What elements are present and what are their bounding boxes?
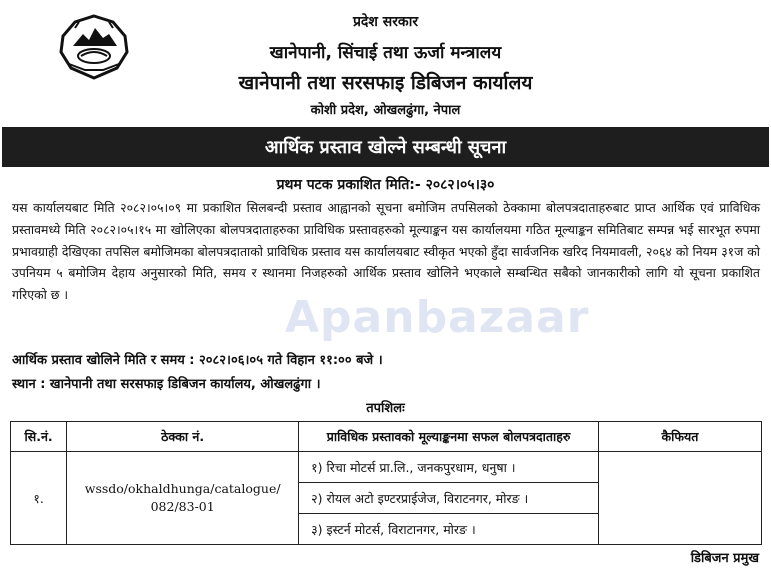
col-bidders: प्राविधिक प्रस्तावको मूल्याङ्कनमा सफल बोलपत्रदाताहरु: [299, 422, 599, 452]
table-row: [11, 452, 762, 545]
bidder-item: १) रिचा मोटर्स प्रा.लि., जनकपुरधाम, धनुषा ।: [299, 452, 598, 483]
bidders-table: [10, 421, 762, 545]
notice-body: यस कार्यालयबाट मिति २०८२।०५।०९ मा प्रकाशित सिलबन्दी प्रस्ताव आह्वानको सूचना बमोजिम तपसिलको ठेक्कामा बोलपत्रदाताहरुबाट प्राप्त आर्थिक एवं प्राविधिक प्रस्तावमध्ये मिति २०८२।०५।१५ मा खोलिएका बोलपत्रदाताहरुका प्राविधिक प्रस्तावहरुको मूल्याङ्कन यस कार्यालयमा गठित मूल्याङ्कन समितिबाट सम्पन्न भई सारभूत रुपमा प्रभावग्राही देखिएका तपसिल बमोजिमका बोलपत्रदाताको प्राविधिक प्रस्ताव यस कार्यालयबाट स्वीकृत भएको हुँदा सार्वजनिक खरिद नियमावली, २०६४ को नियम ३१ज को उपनियम ५ बमोजिम देहाय अनुसारको मिति, समय र स्थानमा निजहरुको आर्थिक प्रस्ताव खोलिने भएकाले सम्बन्धित सबैको जानकारीको लागि यो सूचना प्रकाशित गरिएको छ ।: [12, 200, 760, 303]
bidder-item: २) रोयल अटो इण्टरप्राईजेज, विराटनगर, मोरङ ।: [299, 483, 598, 514]
office-title: खानेपानी तथा सरसफाइ डिबिजन कार्यालय: [238, 72, 533, 94]
signature: डिबिजन प्रमुख: [690, 551, 759, 566]
table-header-row: [11, 422, 762, 452]
notice-title: आर्थिक प्रस्ताव खोल्ने सम्बन्धी सूचना: [264, 137, 507, 158]
watermark: Apanbazaar: [285, 292, 590, 343]
col-contract: ठेक्का नं.: [67, 422, 299, 452]
office-address: कोशी प्रदेश, ओखलढुंगा, नेपाल: [310, 103, 461, 118]
remarks-cell: [598, 452, 761, 545]
serial-cell: १.: [11, 452, 67, 545]
notice-banner: [2, 127, 769, 167]
bidder-item: ३) इस्टर्न मोटर्स, विराटानगर, मोरङ ।: [311, 521, 476, 537]
opening-time: आर्थिक प्रस्ताव खोलिने मिति र समय : २०८२।०६।०५ गते विहान ११:०० बजे ।: [12, 353, 383, 368]
opening-location: स्थान : खानेपानी तथा सरसफाइ डिबिजन कार्यालय, ओखलढुंगा ।: [12, 377, 321, 392]
ministry-title: खानेपानी, सिंचाई तथा ऊर्जा मन्त्रालय: [269, 43, 502, 63]
details-heading: तपशिलः: [366, 401, 405, 416]
bidders-cell: [299, 452, 599, 545]
publish-date: प्रथम पटक प्रकाशित मिति:- २०८२।०५।३०: [276, 177, 495, 193]
contract-cell: wssdo/okhaldhunga/catalogue/ 082/83-01: [67, 452, 299, 545]
col-serial: सि.नं.: [11, 422, 67, 452]
gov-title: प्रदेश सरकार: [352, 14, 419, 30]
col-remarks: कैफियत: [598, 422, 761, 452]
